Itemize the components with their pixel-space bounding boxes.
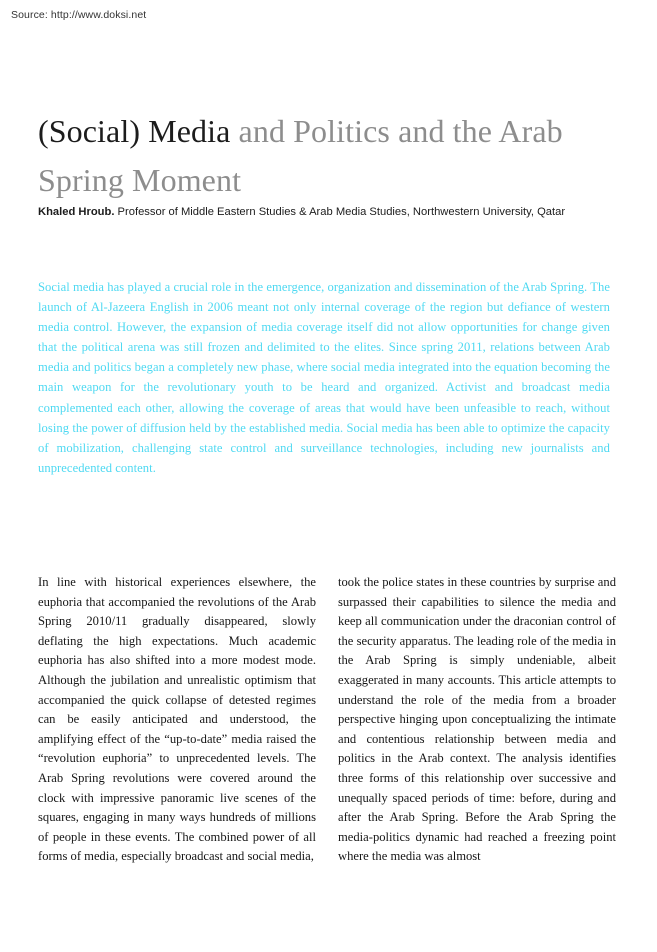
author-affiliation: Professor of Middle Eastern Studies & Arab Media Studies, Northwestern University, Qatar	[114, 206, 566, 218]
body-two-column-layout	[38, 573, 616, 867]
body-column-right	[338, 573, 616, 867]
page-title	[38, 107, 598, 205]
page-title-lead: (Social) Media	[38, 113, 231, 150]
abstract-paragraph: Social media has played a crucial role in the emergence, organization and dissemination of the Arab Spring. The launch of Al-Jazeera English in 2006 meant not only internal coverage of the region but defiance of western media control. However, the expansion of media coverage itself did not allow opportunities for change given that the political arena was still frozen and delimited to the elites. Since spring 2011, relations between Arab media and politics began a completely new phase, where social media integrated into the equation becoming the main weapon for the revolutionary youth to be heard and organized. Activist and broadcast media complemented each other, allowing the coverage of areas that would have been unfeasible to reach, without losing the power of diffusion held by the established media. Social media has been able to optimize the capacity of mobilization, challenging state control and surveillance technologies, including new journalists and unprecedented content.	[38, 280, 610, 475]
body-paragraph-right: took the police states in these countries by surprise and surpassed their capabilities to silence the media and keep all communication under the draconian control of the security apparatus. The leading role of the media in the Arab Spring is simply undeniable, albeit exaggerated in many accounts. This article attempts to understand the role of the media from a broader perspective hinging upon conceptualizing the intimate and contentious relationship between media and politics in the Arab context. The analysis identifies three forms of this relationship over successive and unequally spaced periods of time: before, during and after the Arab Spring. Before the Arab Spring the media-politics dynamic had reached a freezing point where the media was almost	[338, 575, 616, 864]
source-url-watermark: Source: http://www.doksi.net	[11, 9, 147, 21]
page-title-rest: and Politics and the Arab Spring Moment	[38, 113, 563, 199]
author-affiliation-line	[38, 203, 604, 222]
author-name: Khaled Hroub.	[38, 206, 115, 218]
body-paragraph-left: In line with historical experiences elsewhere, the euphoria that accompanied the revolutions of the Arab Spring 2010/11 gradually disappeared, slowly deflating the high expectations. Much academic euphoria has also shifted into a more modest mode. Although the jubilation and unrealistic optimism that accompanied the quick collapse of detested regimes can be easily anticipated and understood, the amplifying effect of the “up-to-date” media raised the “revolution euphoria” to unprecedented levels. The Arab Spring revolutions were covered around the clock with impressive panoramic live scenes of the squares, engaging in many ways hundreds of millions of people in these events. The combined power of all forms of media, especially broadcast and social media,	[38, 575, 316, 864]
body-column-left	[38, 573, 316, 867]
